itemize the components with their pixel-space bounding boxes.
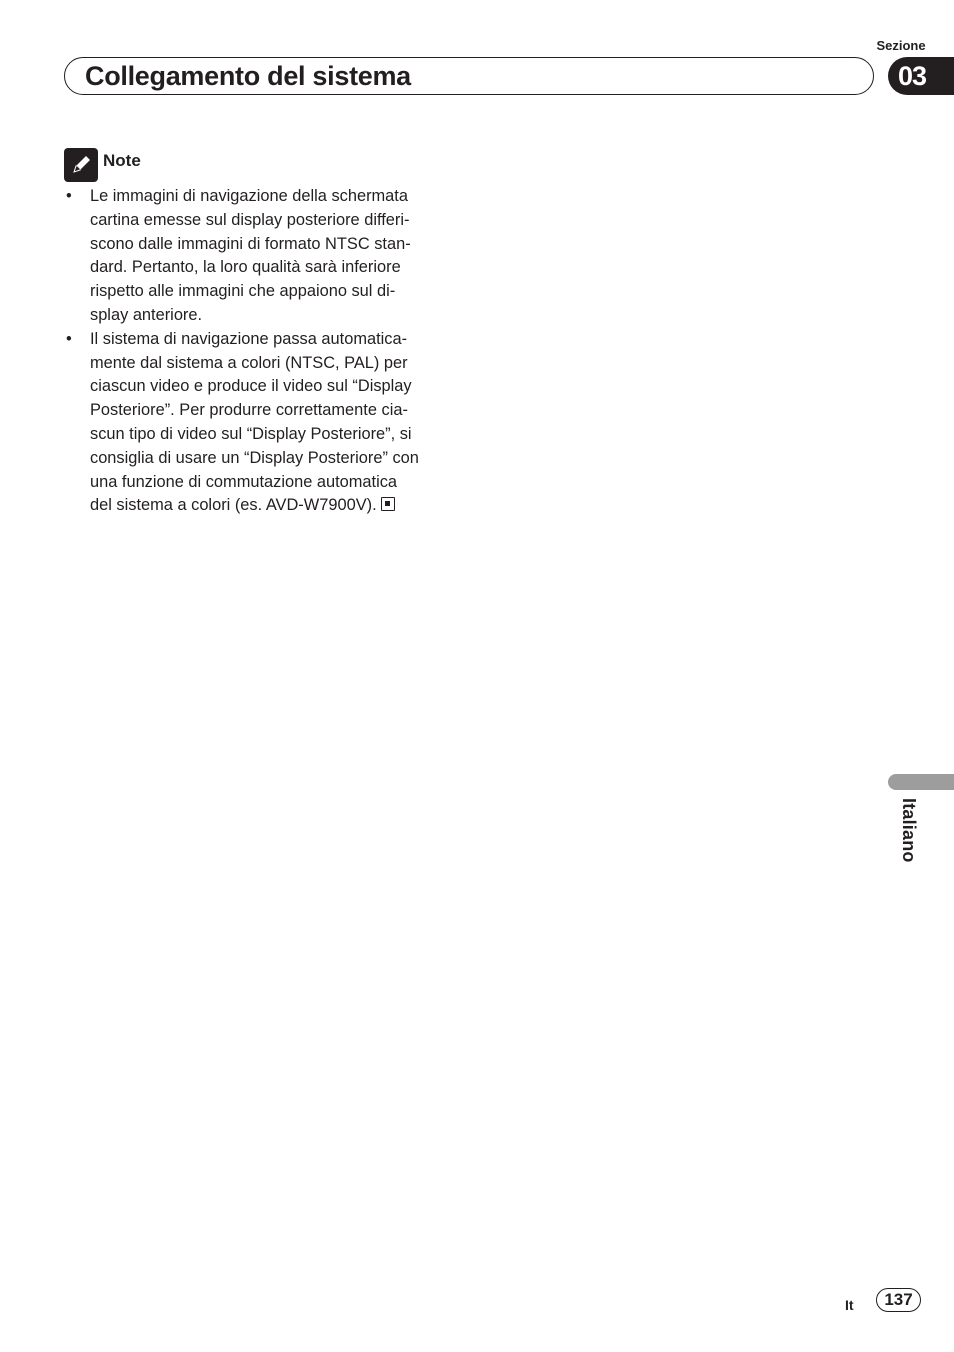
bullet: • <box>66 329 72 348</box>
bullet: • <box>66 187 72 205</box>
text-line: mente dal sistema a colori (NTSC, PAL) per <box>90 353 408 372</box>
text-line: Il sistema di navigazione passa automatica- <box>90 329 408 348</box>
text-line: Le immagini di navigazione della schermata <box>90 187 408 205</box>
text-line: scono dalle immagini di formato NTSC stan- <box>90 234 411 253</box>
language-code: It <box>845 1297 854 1313</box>
section-number-tab <box>888 57 954 95</box>
text-line: dard. Pertanto, la loro qualità sarà inferiore <box>90 258 401 277</box>
text-line-content: del sistema a colori (es. AVD-W7900V). <box>90 496 377 515</box>
language-label: Italiano <box>899 798 919 863</box>
section-number: 03 <box>898 61 927 91</box>
text-line: rispetto alle immagini che appaiono sul di- <box>90 282 396 301</box>
text-line-last <box>90 494 454 518</box>
pencil-note-icon <box>64 148 98 182</box>
language-tab-bar <box>888 774 954 790</box>
chapter-title: Collegamento del sistema <box>85 61 411 91</box>
note-item <box>64 328 454 518</box>
text-line: ciascun video e produce il video sul “Display <box>90 377 412 396</box>
text-line: Posteriore”. Per produrre correttamente cia- <box>90 401 408 420</box>
note-item <box>64 185 454 328</box>
section-label: Sezione <box>876 38 926 53</box>
end-of-section-icon <box>381 497 395 511</box>
text-line: scun tipo di video sul “Display Posteriore”, si <box>90 424 412 443</box>
text-line: consiglia di usare un “Display Posteriore” con <box>90 448 419 467</box>
text-line: una funzione di commutazione automatica <box>90 472 398 491</box>
text-line: cartina emesse sul display posteriore differi- <box>90 210 410 229</box>
note-title: Note <box>103 151 141 170</box>
page-number: 137 <box>876 1288 921 1312</box>
note-list <box>64 185 454 518</box>
text-line: splay anteriore. <box>90 305 203 324</box>
chapter-title-bar <box>64 57 874 95</box>
